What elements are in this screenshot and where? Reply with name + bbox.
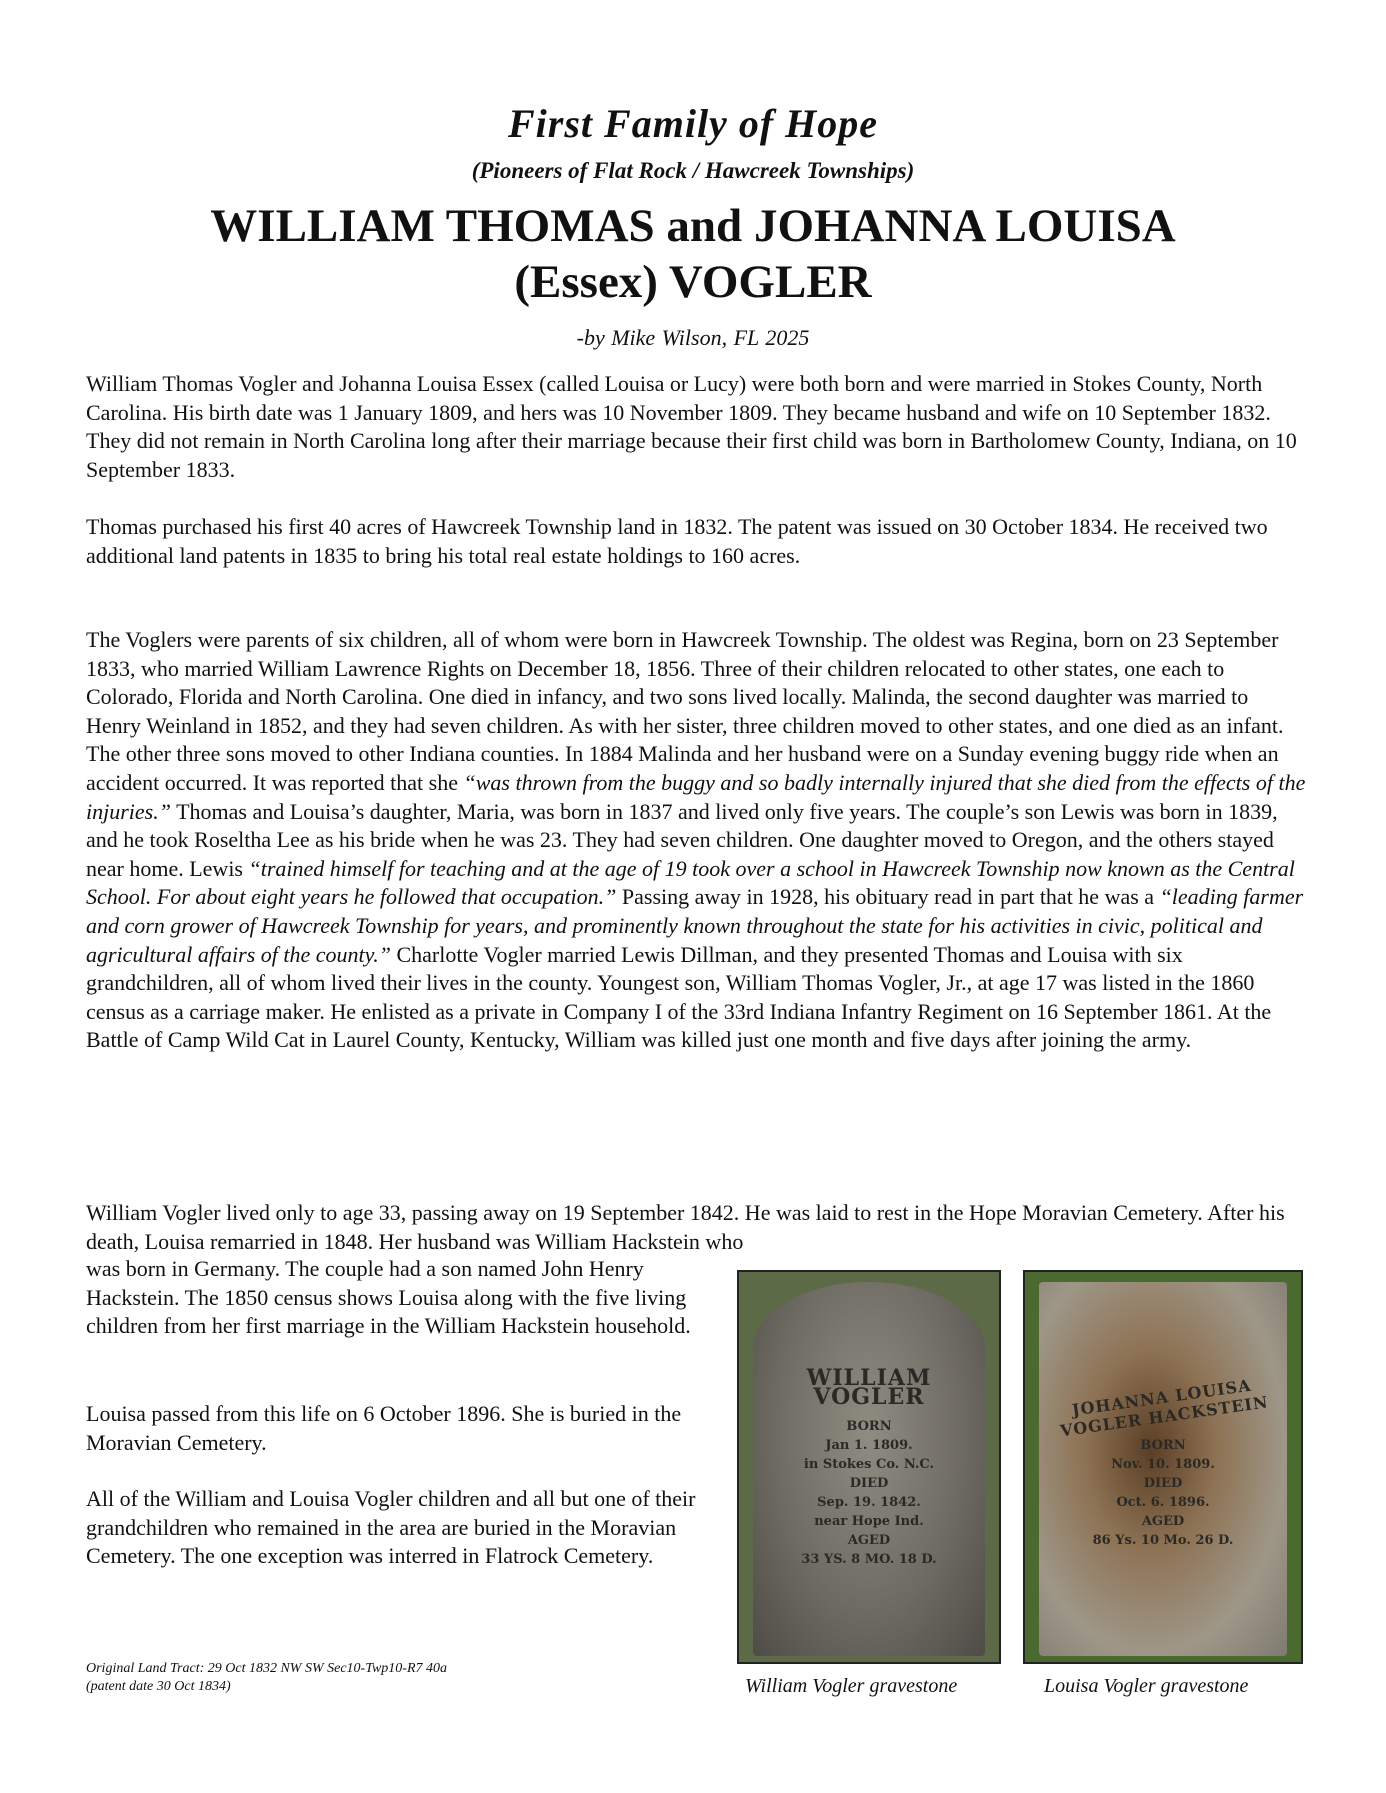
william-inscription-died-place: near Hope Ind.: [814, 1514, 924, 1529]
paragraph-7: All of the William and Louisa Vogler children and all but one of their grandchildren who remained in the area are buried in the Moravian Cemetery. The one exception was interred in Flatrock Cemetery.: [86, 1486, 696, 1569]
louisa-inscription-born-label: BORN: [1140, 1438, 1186, 1453]
william-gravestone: [753, 1282, 985, 1656]
louisa-inscription-aged: 86 Ys. 10 Mo. 26 D.: [1092, 1533, 1234, 1548]
footnote-line-2: (patent date 30 Oct 1834): [86, 1679, 231, 1694]
william-inscription-born-date: Jan 1. 1809.: [825, 1438, 913, 1453]
louisa-inscription-died-label: DIED: [1143, 1476, 1183, 1491]
quote-obituary: “leading farmer and corn grower of Hawcreek Township for years, and prominently known throughout the state for his activities in civic, political and agricultural affairs of the county.”: [86, 884, 1304, 967]
william-inscription-born-label: BORN: [846, 1419, 892, 1434]
title-line-2: (Essex) VOGLER: [514, 256, 872, 308]
land-tract-footnote: [86, 1660, 447, 1696]
louisa-inscription-died-date: Oct. 6. 1896.: [1116, 1495, 1210, 1510]
subtitle: (Pioneers of Flat Rock / Hawcreek Townships): [471, 158, 915, 183]
louisa-inscription-born-date: Nov. 10. 1809.: [1111, 1457, 1215, 1472]
paragraph-3-text-b: Thomas and Louisa’s daughter, Maria, was born in 1837 and lived only five years. The couple’s son Lewis was born in 1839, and he took Roseltha Lee as his bride when he was 23. They had seven children. One daughter moved to Oregon, and the others stayed near home. Lewis: [86, 798, 1278, 881]
william-inscription-aged-label: AGED: [847, 1533, 891, 1548]
william-gravestone-caption: William Vogler gravestone: [745, 1675, 958, 1697]
louisa-inscription-aged-label: AGED: [1141, 1514, 1185, 1529]
paragraph-3-text-a: The Voglers were parents of six children, all of whom were born in Hawcreek Township. The oldest was Regina, born on 23 September 1833, who married William Lawrence Rights on December 18, 1856. Three of their children relocated to other states, one each to Colorado, Florida and North Carolina. One died in infancy, and two sons lived locally. Malinda, the second daughter was married to Henry Weinland in 1852, and they had seven children. As with her sister, three children moved to other states, and one died as an infant. The other three sons moved to other Indiana counties. In 1884 Malinda and her husband were on a Sunday evening buggy ride when an accident occurred. It was reported that she: [86, 627, 1284, 795]
william-gravestone-photo: [737, 1270, 1001, 1664]
quote-teaching: “trained himself for teaching and at the age of 19 took over a school in Hawcreek Township now known as the Central School. For about eight years he followed that occupation.”: [86, 855, 1295, 910]
william-inscription-name: WILLIAM VOGLER: [806, 1365, 932, 1410]
title-line-1: WILLIAM THOMAS and JOHANNA LOUISA: [210, 200, 1176, 252]
louisa-inscription-name: JOHANNA LOUISA VOGLER HACKSTEIN: [1059, 1375, 1270, 1441]
william-inscription-died-label: DIED: [849, 1476, 889, 1491]
paragraph-3-text-c: Passing away in 1928, his obituary read in part that he was a: [616, 884, 1160, 910]
paragraph-3-text-d: Charlotte Vogler married Lewis Dillman, and they presented Thomas and Louisa with six grandchildren, all of whom lived their lives in the county. Youngest son, William Thomas Vogler, Jr., at age 17 was listed in the 1860 census as a carriage maker. He enlisted as a private in Company I of the 33rd Indiana Infantry Regiment on 16 September 1861. At the Battle of Camp Wild Cat in Laurel County, Kentucky, William was killed just one month and five days after joining the army.: [86, 941, 1272, 1053]
byline: -by Mike Wilson, FL 2025: [576, 325, 810, 350]
william-inscription-died-date: Sep. 19. 1842.: [817, 1495, 921, 1510]
paragraph-4: William Vogler lived only to age 33, passing away on 19 September 1842. He was laid to rest in the Hope Moravian Cemetery. After his death, Louisa remarried in 1848. Her husband was William Hackstein who: [86, 1200, 1285, 1254]
william-inscription-aged: 33 YS. 8 MO. 18 D.: [801, 1552, 937, 1567]
quote-buggy-accident: “was thrown from the buggy and so badly internally injured that she died from the effects of the injuries.”: [86, 769, 1306, 824]
footnote-line-1: Original Land Tract: 29 Oct 1832 NW SW Sec10-Twp10-R7 40a: [86, 1661, 448, 1676]
william-inscription-born-place: in Stokes Co. N.C.: [803, 1457, 935, 1472]
paragraph-6: Louisa passed from this life on 6 October 1896. She is buried in the Moravian Cemetery.: [86, 1401, 682, 1455]
paragraph-2: Thomas purchased his first 40 acres of Hawcreek Township land in 1832. The patent was issued on 30 October 1834. He received two additional land patents in 1835 to bring his total real estate holdings to 160 acres.: [86, 514, 1268, 568]
series-title: First Family of Hope: [508, 101, 878, 146]
page-title: [0, 198, 1386, 310]
louisa-gravestone: [1039, 1282, 1287, 1656]
louisa-gravestone-photo: [1023, 1270, 1303, 1664]
louisa-gravestone-caption: Louisa Vogler gravestone: [1044, 1675, 1249, 1697]
paragraph-1: William Thomas Vogler and Johanna Louisa Essex (called Louisa or Lucy) were both born and were married in Stokes County, North Carolina. His birth date was 1 January 1809, and hers was 10 November 1809. They became husband and wife on 10 September 1832. They did not remain in North Carolina long after their marriage because their first child was born in Bartholomew County, Indiana, on 10 September 1833.: [86, 371, 1297, 482]
paragraph-5: was born in Germany. The couple had a son named John Henry Hackstein. The 1850 census shows Louisa along with the five living children from her first marriage in the William Hackstein household.: [86, 1256, 691, 1339]
paragraph-3: [86, 626, 1308, 1055]
